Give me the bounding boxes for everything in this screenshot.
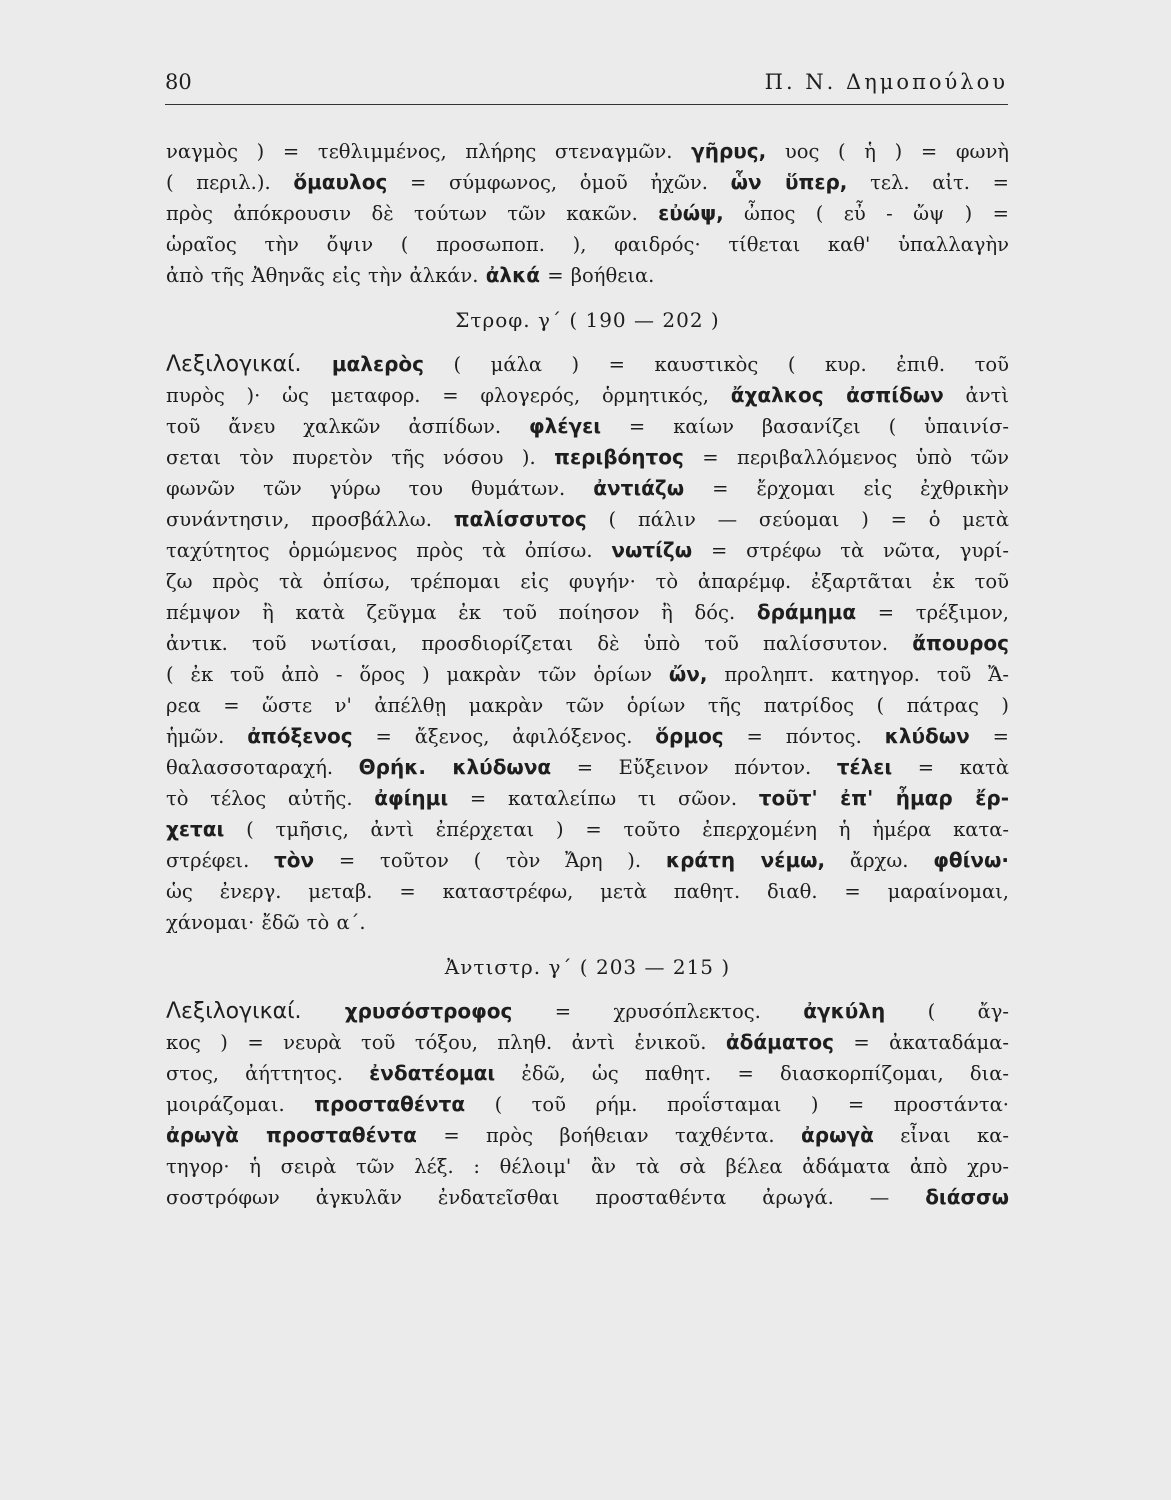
running-head: Π. Ν. Δημοπούλου (764, 70, 1008, 94)
text-line (166, 752, 1009, 783)
headword: ἀρωγὰ (801, 1123, 874, 1147)
definition-text: ( τμῆσις, ἀντὶ ἐπέρχεται ) = τοῦτο ἐπερχομένη ἡ ἡμέρα κατα- (224, 818, 1009, 841)
text-line (166, 597, 1009, 628)
definition-text: ναγμὸς ) = τεθλιμμένος, πλήρης στεναγμῶν. (166, 140, 692, 163)
text-line (166, 1151, 1009, 1182)
definition-text: = ἄξενος, ἀφιλόξενος. (352, 725, 656, 748)
text-line (166, 442, 1009, 473)
definition-text: ἀπὸ τῆς Ἀθηνᾶς εἰς τὴν ἀλκάν. (166, 264, 486, 287)
section-label: Λεξιλογικαί. (166, 352, 332, 377)
text-line (166, 198, 1009, 229)
definition-text: προληπτ. κατηγορ. τοῦ Ἄ- (707, 663, 1010, 686)
headword: ἀντιάζω (593, 476, 685, 500)
definition-text: = κατὰ (892, 756, 1009, 779)
text-line (166, 876, 1009, 907)
headword: ὅμαυλος (293, 170, 388, 194)
definition-text: ( μάλα ) = καυστικὸς ( κυρ. ἐπιθ. τοῦ (424, 353, 1009, 376)
definition-text: ( τοῦ ρήμ. προΐσταμαι ) = προστάντα· (465, 1093, 1010, 1116)
definition-text: στρέφει. (166, 849, 275, 872)
definition-text: ὡς ἐνεργ. μεταβ. = καταστρέφω, μετὰ παθητ. διαθ. = μαραίνομαι, (166, 880, 1009, 903)
headword: τὸν (274, 848, 315, 872)
headword: ἀδάματος (725, 1030, 834, 1054)
definition-text: ἄρχω. (825, 849, 934, 872)
headword: ἐνδατέομαι (369, 1061, 496, 1085)
glossary-text (166, 136, 1009, 1213)
headword: ὤν, (668, 662, 708, 686)
definition-text: ἡμῶν. (166, 725, 248, 748)
text-line (166, 260, 1009, 291)
headword: ὅρμος (655, 724, 724, 748)
text-line (166, 380, 1009, 411)
definition-text: εἶναι κα- (873, 1124, 1009, 1147)
text-line (166, 996, 1009, 1027)
headword: φλέγει (529, 414, 601, 438)
definition-text: ὡραῖος τὴν ὄψιν ( προσωποπ. ), φαιδρός· τίθεται καθ' ὑπαλλαγὴν (166, 233, 1009, 256)
headword: ἀλκά (485, 263, 541, 287)
definition-text: = χρυσόπλεκτος. (512, 1000, 804, 1023)
text-line (166, 721, 1009, 752)
headword: φθίνω· (933, 848, 1009, 872)
text-line (166, 628, 1009, 659)
text-line (166, 229, 1009, 260)
headword: παλίσσυτος (453, 507, 587, 531)
definition-text: ( περιλ.). (166, 171, 294, 194)
headword: ἀπόξενος (247, 724, 353, 748)
headword: ἀφίημι (374, 786, 449, 810)
text-line (166, 1089, 1009, 1120)
definition-text: υος ( ἡ ) = φωνὴ (766, 140, 1009, 163)
definition-text: θαλασσοταραχή. (166, 756, 359, 779)
text-line (166, 1120, 1009, 1151)
section-title: Στροφ. γ΄ ( 190 — 202 ) (455, 308, 720, 332)
headword: προσταθέντα (314, 1092, 466, 1116)
definition-text: τηγορ· ἡ σειρὰ τῶν λέξ. : θέλοιμ' ἂν τὰ σὰ βέλεα ἀδάματα ἀπὸ χρυ- (166, 1155, 1009, 1178)
definition-text: = (969, 725, 1009, 748)
text-line (166, 535, 1009, 566)
text-line (166, 136, 1009, 167)
definition-text: ἀντὶ (943, 384, 1010, 407)
headword: ἀγκύλη (803, 999, 886, 1023)
text-line (166, 783, 1009, 814)
definition-text: = βοήθεια. (540, 264, 655, 287)
definition-text: = στρέφω τὰ νῶτα, γυρί- (692, 539, 1009, 562)
headword: ἀρωγὰ προσταθέντα (166, 1123, 417, 1147)
definition-text: πρὸς ἀπόκρουσιν δὲ τούτων τῶν κακῶν. (166, 202, 659, 225)
text-line (166, 1027, 1009, 1058)
headword: διάσσω (925, 1185, 1009, 1209)
section-title: Ἀντιστρ. γ΄ ( 203 — 215 ) (444, 955, 731, 979)
definition-text: = πόντος. (723, 725, 885, 748)
definition-text: τελ. αἰτ. = (847, 171, 1010, 194)
definition-text: φωνῶν τῶν γύρω του θυμάτων. (166, 477, 594, 500)
text-line (166, 566, 1009, 597)
definition-text: = ἔρχομαι εἰς ἐχθρικὴν (684, 477, 1009, 500)
headword: χεται (166, 817, 225, 841)
definition-text: ( πάλιν — σεύομαι ) = ὁ μετὰ (586, 508, 1010, 531)
definition-text: = τοῦτον ( τὸν Ἄρη ). (314, 849, 666, 872)
definition-text: κος ) = νευρὰ τοῦ τόξου, πληθ. ἀντὶ ἑνικοῦ. (166, 1031, 726, 1054)
definition-text: = σύμφωνος, ὁμοῦ ἠχῶν. (387, 171, 731, 194)
headword: τέλει (836, 755, 893, 779)
headword: περιβόητος (554, 445, 684, 469)
definition-text: ἀντικ. τοῦ νωτίσαι, προσδιορίζεται δὲ ὑπὸ τοῦ παλίσσυτον. (166, 632, 913, 655)
text-line (166, 814, 1009, 845)
definition-text: ἐδῶ, ὡς παθητ. = διασκορπίζομαι, δια- (495, 1062, 1009, 1085)
page-header (165, 70, 1008, 105)
text-line (166, 845, 1009, 876)
definition-text: = ἀκαταδάμα- (833, 1031, 1009, 1054)
definition-text: πυρὸς )· ὡς μεταφορ. = φλογερός, ὁρμητικός, (166, 384, 731, 407)
headword: τοῦτ' ἐπ' ἦμαρ ἔρ- (758, 786, 1009, 810)
text-line (166, 907, 1009, 938)
definition-text: = περιβαλλόμενος ὑπὸ τῶν (683, 446, 1010, 469)
text-line (166, 504, 1009, 535)
text-line (166, 1182, 1009, 1213)
headword: κράτη νέμω, (665, 848, 826, 872)
headword: μαλερὸς (331, 352, 424, 376)
headword: Θρήκ. κλύδωνα (358, 755, 552, 779)
definition-text: ζω πρὸς τὰ ὀπίσω, τρέπομαι εἰς φυγήν· τὸ ἀπαρέμφ. ἐξαρτᾶται ἐκ τοῦ (166, 570, 1009, 593)
headword: νωτίζω (611, 538, 693, 562)
definition-text: πέμψον ἢ κατὰ ζεῦγμα ἐκ τοῦ ποίησον ἢ δός. (166, 601, 757, 624)
definition-text: χάνομαι· ἔδῶ τὸ α΄. (166, 911, 366, 934)
text-line (166, 411, 1009, 442)
definition-text: = καίων βασανίζει ( ὑπαινίσ- (601, 415, 1009, 438)
section-label: Λεξιλογικαί. (166, 999, 345, 1024)
definition-text: τοῦ ἄνευ χαλκῶν ἀσπίδων. (166, 415, 530, 438)
definition-text: ρεα = ὥστε ν' ἀπέλθῃ μακρὰν τῶν ὁρίων τῆς πατρίδος ( πάτρας ) (166, 694, 1009, 717)
definition-text: ταχύτητος ὁρμώμενος πρὸς τὰ ὀπίσω. (166, 539, 612, 562)
definition-text: τὸ τέλος αὐτῆς. (166, 787, 375, 810)
definition-text: = καταλείπω τι σῶον. (448, 787, 759, 810)
text-line (166, 1058, 1009, 1089)
definition-text: = πρὸς βοήθειαν ταχθέντα. (416, 1124, 802, 1147)
headword: δράμημα (756, 600, 857, 624)
definition-text: συνάντησιν, προσβάλλω. (166, 508, 454, 531)
headword: ἄπουρος (912, 631, 1009, 655)
definition-text: σοστρόφων ἀγκυλᾶν ἐνδατεῖσθαι προσταθέντα ἀρωγά. — (166, 1186, 926, 1209)
headword: χρυσόστροφος (344, 999, 513, 1023)
definition-text: στος, ἀήττητος. (166, 1062, 370, 1085)
headword: εὐώψ, (658, 201, 724, 225)
text-line (166, 659, 1009, 690)
definition-text: ὦπος ( εὖ - ὤψ ) = (723, 202, 1009, 225)
definition-text: ( ἐκ τοῦ ἀπὸ - ὅρος ) μακρὰν τῶν ὁρίων (166, 663, 669, 686)
page-number: 80 (165, 70, 192, 94)
definition-text: μοιράζομαι. (166, 1093, 315, 1116)
text-line (166, 349, 1009, 380)
text-line (166, 690, 1009, 721)
definition-text: ( ἄγ- (885, 1000, 1010, 1023)
text-line (166, 167, 1009, 198)
headword: κλύδων (884, 724, 970, 748)
headword: ἄχαλκος ἀσπίδων (730, 383, 944, 407)
definition-text: σεται τὸν πυρετὸν τῆς νόσου ). (166, 446, 555, 469)
headword: γῆρυς, (691, 139, 767, 163)
definition-text: = τρέξιμον, (856, 601, 1009, 624)
headword: ὧν ὕπερ, (730, 170, 848, 194)
definition-text: = Εὔξεινον πόντον. (551, 756, 837, 779)
text-line (166, 473, 1009, 504)
